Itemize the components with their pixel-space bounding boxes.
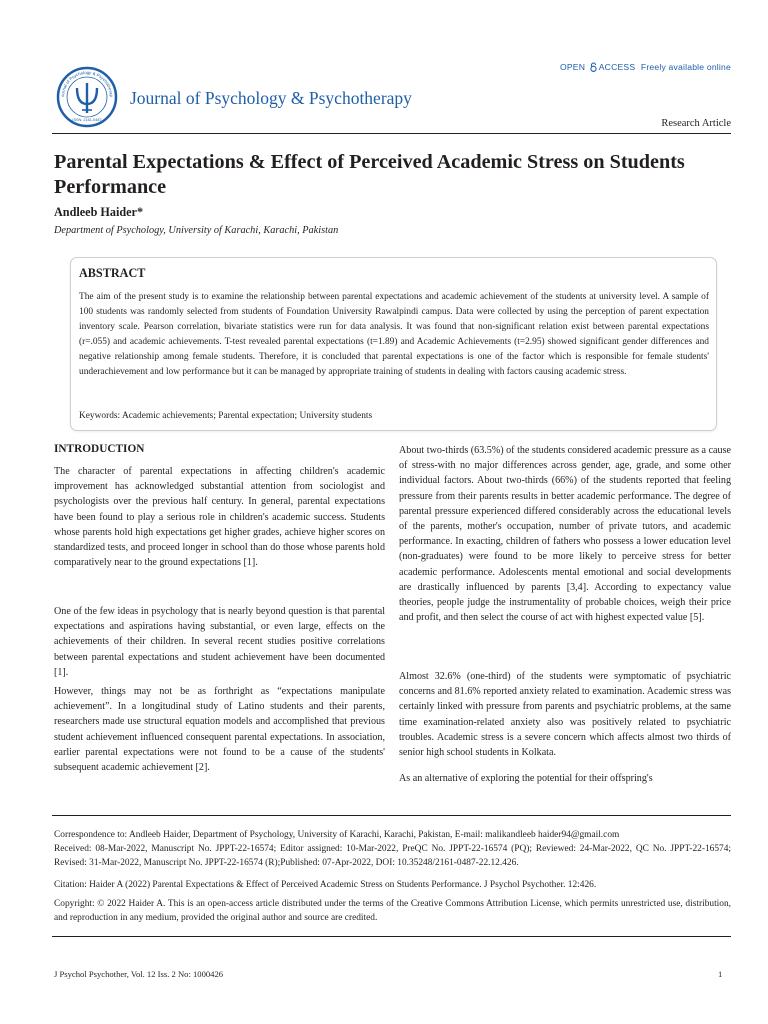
journal-title: Journal of Psychology & Psychotherapy — [130, 88, 412, 108]
open-access-access: ACCESS — [598, 62, 636, 72]
open-access-badge — [560, 62, 731, 72]
open-access-free: Freely available online — [640, 62, 731, 72]
logo-issn: ISSN: 2161-0487 — [72, 118, 102, 122]
body-paragraph: Almost 32.6% (one-third) of the students were symptomatic of psychiatric concerns and 81.6% reported anxiety related to examination. Academic stress was certainly linked with pressure from parents and psychiatric problems, at the same time examination-related anxiety also was positively related to psychiatric troubles. Academic stress is a severe concern which affects almost two thirds of senior high school students in Kolkata. — [399, 671, 731, 759]
correspondence-note — [54, 828, 731, 871]
abstract-text: The aim of the present study is to examine the relationship between parental expectations and academic achievement of the students at university level. A sample of 100 students was randomly selected from students of Foundation University Rawalpindi campus. Data were collected by using the perception of parent expectation inventory scale. Pearson correlation, bivariate statistics were run for data analysis. It was found that non-significant relation exist between parental expectations (r=.055) and academic achievements. T-test revealed parental expectations (t=1.89) and Academic Achievements (t=2.95) showed significant gender differences and negative relationship among female students. Therefore, it is concluded that parental expectations is one of the factor which is responsible for female students' underachievement and low performance but it can be managed by appropriate training of students in dealing with factors causing academic stress. — [79, 292, 709, 377]
page-number: 1 — [718, 969, 723, 979]
body-paragraph: One of the few ideas in psychology that is nearly beyond question is that parental expectations and aspirations having substantial, or even large, effects on the achievements of their children. In several recent studies positive correlations between parental expectations and student achievement have been documented [1]. — [54, 606, 385, 678]
body-paragraph: As an alternative of exploring the potential for their offspring's — [399, 773, 653, 784]
dates-text: Received: 08-Mar-2022, Manuscript No. JPPT-22-16574; Editor assigned: 10-Mar-2022, PreQC No. JPPT-22-16574 (PQ); Reviewed: 24-Mar-2022, QC No. JPPT-22-16574; Revised: 31-Mar-2022, Manuscript No. JPPT-22-16574 (R);Published: 07-Apr-2022, DOI: 10.35248/2161-0487-22.12.426. — [54, 844, 731, 869]
open-access-open: OPEN — [559, 62, 586, 72]
article-type: Research Article — [661, 118, 731, 129]
copyright-note: Copyright: © 2022 Haider A. This is an open-access article distributed under the terms of the Creative Commons Attribution License, which permits unrestricted use, distribution, and reproduction in any medium, provided the original author and source are credited. — [54, 899, 731, 924]
svg-text:Journal of Psychology & Psycho — [56, 66, 114, 98]
introduction-heading: INTRODUCTION — [54, 443, 145, 455]
header-divider — [52, 133, 731, 134]
author-name: Andleeb Haider* — [54, 205, 144, 219]
body-paragraph: About two-thirds (63.5%) of the students considered academic pressure as a cause of stress-with no major differences across gender, age, grade, and some other individual factors. About two-thirds (66%) of the students reported that feeling pressure from their parents results in better academic performance. The degree of parental pressure experienced differed considerably across the educational levels of the parents, mother's occupation, number of private tutors, and academic performance. In exacting, children of fathers who possess a lower education level (non-graduates) were found to be more likely to perceive stress for better academic performance. Adolescents mental emotional and social developments are drastically influenced by parents [3,4]. According to expectancy value theories, people judge the instrumentality of probable choices, weigh their price and profit, and then select the course of act with highest expected value [5]. — [399, 445, 731, 624]
journal-logo-icon — [56, 66, 118, 128]
citation-note: Citation: Haider A (2022) Parental Expectations & Effect of Perceived Academic Stress on Students Performance. J Psychol Psychother. 12:426. — [54, 880, 597, 890]
abstract-heading: ABSTRACT — [79, 266, 146, 280]
body-paragraph: However, things may not be as forthright as “expectations manipulate achievement”. In a longitudinal study of Latino students and their parents, researchers made use structural equation models and accomplished that previous student achievement influenced consequent parental expectations. In association, earlier parental expectations were not found to be a cause of the students' subsequent academic achievement [2]. — [54, 686, 385, 774]
article-title: Parental Expectations & Effect of Perceived Academic Stress on Students Performance — [54, 151, 685, 198]
correspondence-text: Correspondence to: Andleeb Haider, Department of Psychology, University of Karachi, Karachi, Pakistan, E-mail: malikandleeb haider94@gmail.com — [54, 830, 620, 840]
author-affiliation: Department of Psychology, University of Karachi, Karachi, Pakistan — [54, 225, 339, 236]
footer-journal-ref: J Psychol Psychother, Vol. 12 Iss. 2 No: 1000426 — [54, 969, 224, 979]
footer-divider — [52, 936, 731, 937]
footnote-divider — [52, 815, 731, 816]
abstract-keywords: Keywords: Academic achievements; Parental expectation; University students — [79, 411, 373, 421]
body-paragraph: The character of parental expectations in affecting children's academic improvement has acknowledged substantial attention from sociologist and psychologists over the previous half century. In general, parental expectations have been found to play a serious role in children's academic success. Students whose parents hold high expectations get higher grades, achieve higher scores on standardized tests, and proceed longer in school than do those whose parents hold comparatively near to the ground expectations [1]. — [54, 466, 385, 569]
open-access-lock-icon — [589, 62, 598, 72]
logo-arc-text: ournal of Psychology & Psychotherap — [59, 69, 115, 98]
